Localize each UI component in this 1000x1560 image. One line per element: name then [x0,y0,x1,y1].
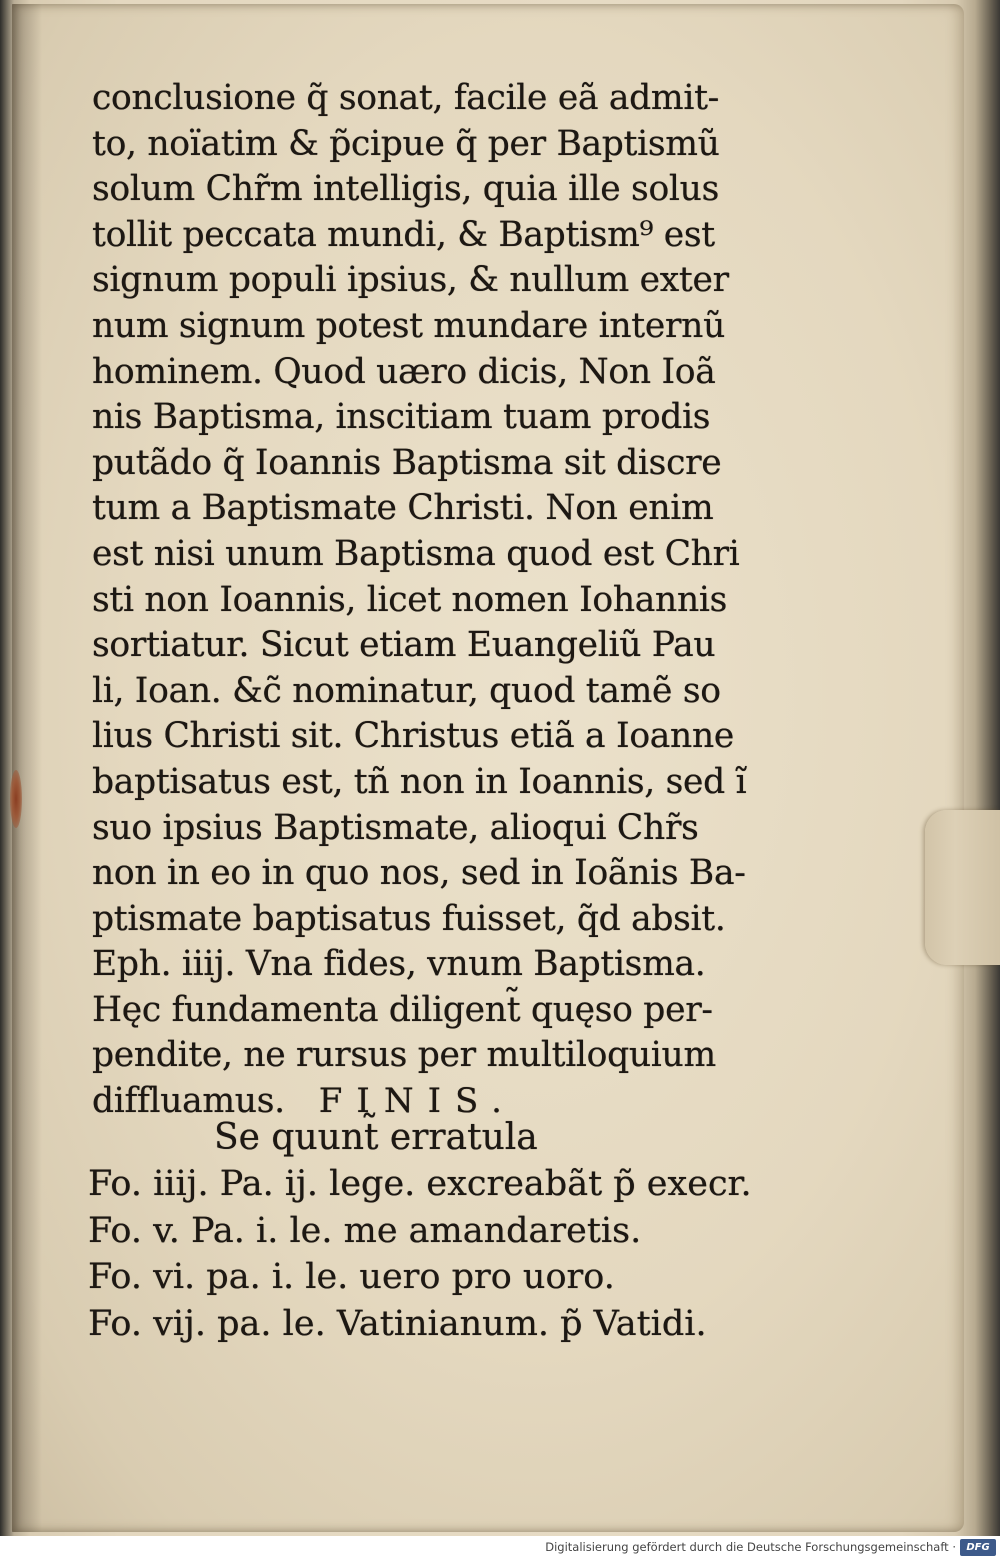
text-line: to, noïatim & p̃cipue q̃ per Baptismũ [92,123,720,164]
errata-line: Fo. iiij. Pa. ij. lege. excreabãt p̃ execr. [88,1164,752,1204]
text-line: sti non Ioannis, licet nomen Iohannis [92,579,728,620]
funding-credit: Digitalisierung gefördert durch die Deutsche Forschungsgemeinschaft · [545,1540,956,1554]
text-line: num signum potest mundare internũ [92,305,725,346]
text-line: putãdo q̃ Ioannis Baptisma sit discre [92,442,722,483]
text-line: tollit peccata mundi, & Baptism⁹ est [92,214,715,255]
text-line: signum populi ipsius, & nullum exter [92,260,729,301]
text-line: tum a Baptismate Christi. Non enim [92,488,714,529]
text-line: conclusione q̃ sonat, facile eã admit- [92,78,719,118]
text-line: baptisatus est, tñ non in Ioannis, sed ĩ [92,761,747,802]
text-line: sortiatur. Sicut etiam Euangeliũ Pau [92,625,716,666]
text-line: li, Ioan. &c̃ nominatur, quod tamẽ so [92,670,721,711]
errata-block [88,1115,768,1347]
errata-heading: Se quunt̃ erratula [214,1117,538,1158]
page-stain [10,770,22,828]
text-line: nis Baptisma, inscitiam tuam prodis [92,397,711,438]
main-text-block [92,76,762,1125]
text-line: ptismate baptisatus fuisset, q̃d absit. [92,898,726,939]
errata-line: Fo. vi. pa. i. le. uero pro uoro. [88,1257,615,1297]
errata-line: Fo. vij. pa. le. Vatinianum. p̃ Vatidi. [88,1303,707,1344]
text-line: hominem. Quod uæro dicis, Non Ioã [92,351,716,392]
errata-line: Fo. v. Pa. i. le. me amandaretis. [88,1210,642,1251]
text-line: suo ipsius Baptismate, alioqui Chr̃s [92,807,699,848]
text-line: Hęc fundamenta diligent̃ quęso per- [92,989,713,1030]
footer-bar [0,1536,1000,1560]
text-line: solum Chr̃m intelligis, quia ille solus [92,169,719,210]
text-line: pendite, ne rursus per multiloquium [92,1035,716,1076]
text-line: est nisi unum Baptisma quod est Chri [92,533,740,574]
text-line: Eph. iiij. Vna fides, vnum Baptisma. [92,944,706,985]
final-word: diffluamus. [92,1081,285,1122]
text-line: non in eo in quo nos, sed in Ioãnis Ba- [92,853,746,894]
text-line: lius Christi sit. Christus etiã a Ioanne [92,716,735,757]
page-tab [925,810,1000,965]
finis-label: FINIS. [318,1081,516,1122]
dfg-logo-icon: DFG [960,1539,996,1556]
